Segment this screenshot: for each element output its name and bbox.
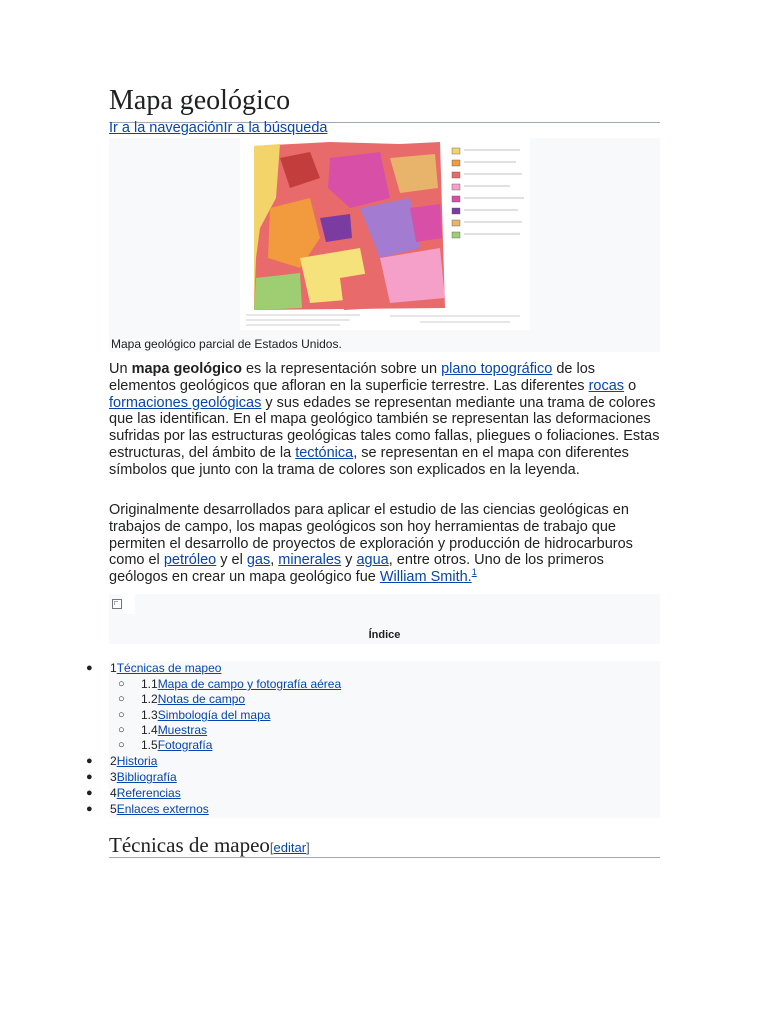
text-run: , entre otros. Uno de los primeros geólogos en crear un mapa geológico fue bbox=[109, 552, 604, 586]
toc-header bbox=[109, 594, 660, 644]
jump-links bbox=[109, 119, 327, 137]
link-plano-topografico[interactable]: plano topográfico bbox=[441, 361, 553, 377]
toc-link[interactable]: Muestras bbox=[157, 723, 208, 737]
toc-item[interactable] bbox=[141, 723, 207, 737]
link-minerales[interactable]: minerales bbox=[278, 552, 342, 569]
toc-item[interactable] bbox=[141, 692, 245, 706]
toc-item[interactable] bbox=[141, 677, 341, 691]
text-run: o bbox=[624, 377, 637, 394]
toc-item[interactable] bbox=[110, 754, 157, 768]
toc-link[interactable]: Bibliografía bbox=[116, 770, 177, 784]
toc-link[interactable]: Referencias bbox=[116, 786, 181, 800]
bullet-disc-icon: ● bbox=[86, 787, 93, 799]
text-run: , bbox=[270, 552, 279, 569]
link-petroleo[interactable]: petróleo bbox=[163, 552, 217, 569]
link-gas[interactable]: gas bbox=[246, 552, 271, 569]
bullet-disc-icon: ● bbox=[86, 755, 93, 767]
link-agua[interactable]: agua bbox=[356, 552, 389, 569]
toc-number: 1.1 bbox=[141, 677, 158, 691]
bullet-disc-icon: ● bbox=[86, 803, 93, 815]
toc-item[interactable] bbox=[110, 802, 209, 816]
text-run: de los elementos geológicos que afloran en la superficie terrestre. Las diferentes bbox=[109, 361, 596, 394]
toc-number: 1 bbox=[110, 661, 117, 675]
jump-to-navigation-link[interactable]: Ir a la navegación bbox=[109, 120, 224, 136]
geologic-map-image[interactable] bbox=[240, 138, 530, 330]
reference-1[interactable]: 1 bbox=[471, 567, 477, 578]
toc-item[interactable] bbox=[110, 786, 181, 800]
thumbnail-figure bbox=[109, 138, 660, 352]
page-title: Mapa geológico bbox=[109, 82, 660, 123]
bullet-circle-icon: ○ bbox=[118, 739, 125, 751]
bold-term: mapa geológico bbox=[131, 361, 242, 377]
jump-to-search-link[interactable]: Ir a la búsqueda bbox=[223, 120, 328, 136]
text-run: y bbox=[341, 552, 357, 569]
toc-link[interactable]: Técnicas de mapeo bbox=[116, 661, 222, 675]
bullet-circle-icon: ○ bbox=[118, 724, 125, 736]
toc-spacer bbox=[123, 594, 135, 614]
toc-link[interactable]: Simbología del mapa bbox=[157, 708, 271, 722]
toc-number: 4 bbox=[110, 786, 117, 800]
toc-item[interactable] bbox=[110, 661, 221, 675]
edit-section-link[interactable]: editar bbox=[273, 840, 307, 855]
edit-section bbox=[270, 840, 310, 855]
link-tectonica[interactable]: tectónica bbox=[295, 444, 354, 461]
link-rocas[interactable]: rocas bbox=[588, 377, 625, 394]
toc-number: 1.5 bbox=[141, 738, 158, 752]
bullet-circle-icon: ○ bbox=[118, 678, 125, 690]
intro-paragraph-2 bbox=[109, 502, 660, 586]
figure-caption: Mapa geológico parcial de Estados Unidos. bbox=[111, 337, 342, 351]
toc-number: 1.3 bbox=[141, 708, 158, 722]
section-heading-tecnicas bbox=[109, 832, 660, 858]
toc-number: 1.2 bbox=[141, 692, 158, 706]
bracket-close: ] bbox=[306, 840, 310, 855]
toc-link[interactable]: Notas de campo bbox=[157, 692, 246, 706]
toc-item[interactable] bbox=[141, 708, 270, 722]
text-run: Un bbox=[109, 361, 132, 377]
toc-title: Índice bbox=[368, 629, 401, 641]
text-run: y el bbox=[216, 552, 247, 569]
toc-link[interactable]: Fotografía bbox=[157, 738, 213, 752]
geologic-map-graphic bbox=[240, 138, 530, 330]
toc-item[interactable] bbox=[141, 738, 212, 752]
toc-link[interactable]: Mapa de campo y fotografía aérea bbox=[157, 677, 342, 691]
text-run: , se representan en el mapa con diferentes símbolos que junto con la trama de colores son explicados en la leyenda. bbox=[109, 444, 629, 478]
link-formaciones-geologicas[interactable]: formaciones geológicas bbox=[109, 394, 262, 411]
bullet-disc-icon: ● bbox=[86, 771, 93, 783]
bullet-disc-icon: ● bbox=[86, 662, 93, 674]
toc-toggle-checkbox[interactable] bbox=[112, 599, 122, 609]
toc-link[interactable]: Enlaces externos bbox=[116, 802, 209, 816]
text-run: es la representación sobre un bbox=[241, 361, 442, 377]
intro-paragraph-1 bbox=[109, 361, 660, 479]
toc-number: 3 bbox=[110, 770, 117, 784]
toc-number: 2 bbox=[110, 754, 117, 768]
toc-item[interactable] bbox=[110, 770, 177, 784]
toc-number: 5 bbox=[110, 802, 117, 816]
toc-list bbox=[86, 661, 660, 818]
text-run: Originalmente desarrollados para aplicar el estudio de las ciencias geológicas en trabajos de campo, los mapas geológicos son hoy herramientas de trabajo que permiten el desarrollo de proyectos de exploración y producción de hidrocarburos como el bbox=[109, 502, 633, 569]
bracket-open: [ bbox=[269, 840, 274, 855]
section-heading-text: Técnicas de mapeo bbox=[109, 833, 270, 857]
bullet-circle-icon: ○ bbox=[118, 693, 125, 705]
toc-link[interactable]: Historia bbox=[116, 754, 158, 768]
toc-number: 1.4 bbox=[141, 723, 158, 737]
text-run: y sus edades se representan mediante una trama de colores que las identifican. En el mapa geológico también se representan las deformaciones sufridas por las estructuras geológicas tales como fallas, pliegues o foliaciones. Estas estructuras, del ámbito de la bbox=[109, 394, 660, 461]
link-william-smith[interactable]: William Smith. bbox=[379, 569, 472, 586]
bullet-circle-icon: ○ bbox=[118, 709, 125, 721]
